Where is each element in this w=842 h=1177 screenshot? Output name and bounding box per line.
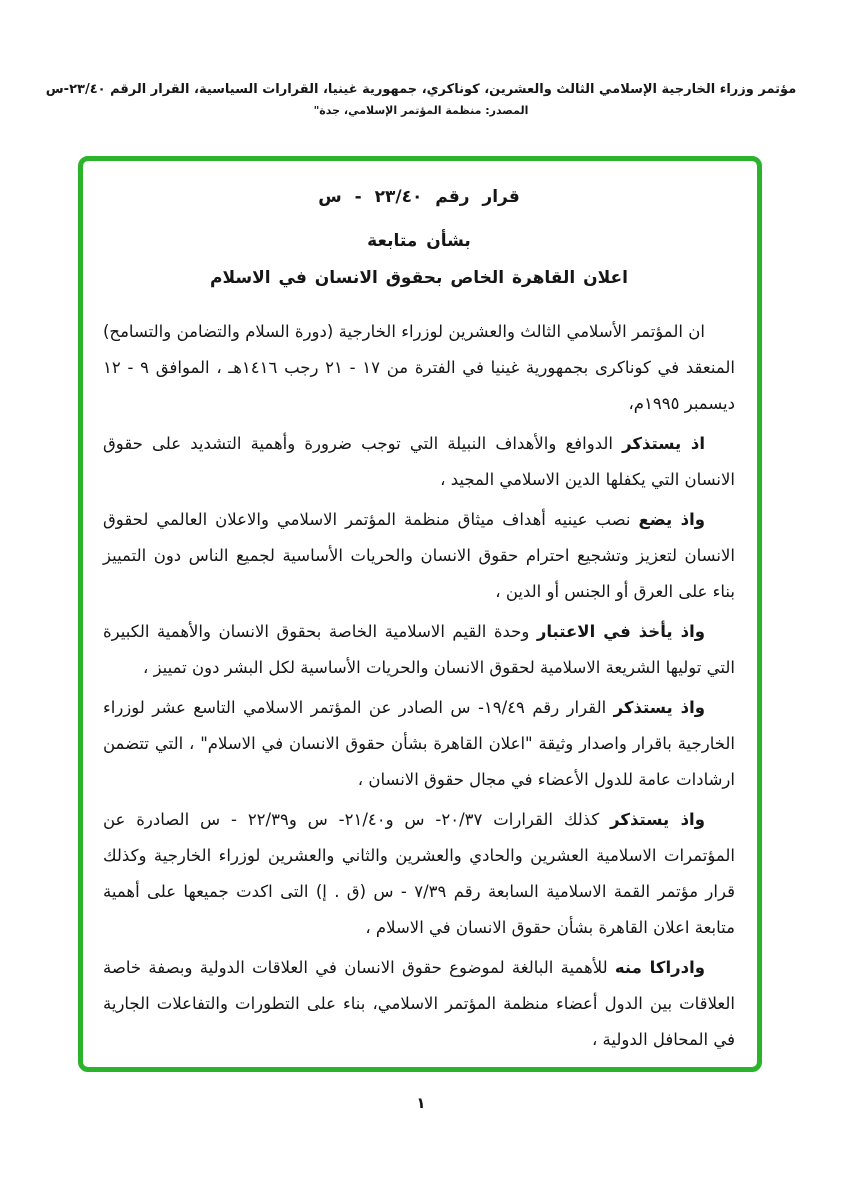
paragraph-bearing-in-mind-charter	[103, 502, 735, 610]
paragraph-lead: وادراكا منه	[614, 958, 706, 977]
paragraph-recalling-resolution-49-19	[103, 690, 735, 798]
paragraph-text: القرار رقم ١٩/٤٩- س الصادر عن المؤتمر الاسلامي التاسع عشر لوزراء الخارجية باقرار واصدار وثيقة "اعلان القاهرة بشأن حقوق الانسان في الاسلام" ، التي تتضمن ارشادات عامة للدول الأعضاء في مجال حقوق الانسان ،	[103, 698, 735, 789]
paragraph-taking-into-account	[103, 614, 735, 686]
paragraph-lead: واذ يستذكر	[610, 810, 705, 829]
header-source-line: مؤتمر وزراء الخارجية الإسلامي الثالث والعشرين، كوناكري، جمهورية غينيا، القرارات السياسية، القرار الرقم ٢٣/٤٠-س	[45, 82, 797, 97]
paragraph-lead: واذ يستذكر	[613, 698, 705, 717]
paragraph-text: نصب عينيه أهداف ميثاق منظمة المؤتمر الاسلامي والاعلان العالمي لحقوق الانسان لتعزيز وتشجيع احترام حقوق الانسان والحريات الأساسية لجميع الناس دون التمييز بناء على العرق أو الجنس أو الدين ،	[103, 510, 735, 601]
paragraph-recalling-other-resolutions	[103, 802, 735, 946]
paragraph-lead: واذ يضع	[638, 510, 705, 529]
highlight-border-box	[78, 156, 762, 1072]
paragraph-text: ان المؤتمر الأسلامي الثالث والعشرين لوزراء الخارجية (دورة السلام والتضامن والتسامح) المنعقد في كوناكرى بجمهورية غينيا في الفترة من ١٧ - ٢١ رجب ١٤١٦هـ ، الموافق ٩ - ١٢ ديسمبر ١٩٩٥م،	[103, 322, 735, 413]
document-header	[0, 82, 842, 117]
paragraph-text: وحدة القيم الاسلامية الخاصة بحقوق الانسان والأهمية الكبيرة التي توليها الشريعة الاسلامية لحقوق الانسان والحريات الأساسية لكل البشر دون تمييز ،	[103, 622, 735, 677]
paragraph-lead: واذ يأخذ في الاعتبار	[536, 622, 705, 641]
subtitle-declaration-name: اعلان القاهرة الخاص بحقوق الانسان في الاسلام	[210, 268, 628, 288]
paragraph-preamble	[103, 314, 735, 422]
paragraph-lead: اذ يستذكر	[622, 434, 705, 453]
paragraph-text: كذلك القرارات ٢٠/٣٧- س و٢١/٤٠- س و٢٢/٣٩ - س الصادرة عن المؤتمرات الاسلامية العشرين والحادي والعشرين والثاني والعشرين لوزراء الخارجية وكذلك قرار مؤتمر القمة الاسلامية السابعة رقم ٧/٣٩ - س (ق . إ) التى اكدت جميعها على أهمية متابعة اعلان القاهرة بشأن حقوق الانسان في الاسلام ،	[103, 810, 735, 937]
page-number: ١	[416, 1094, 426, 1112]
paragraph-aware-of-importance	[103, 950, 735, 1058]
paragraph-recalling-motives	[103, 426, 735, 498]
paragraph-text: الدوافع والأهداف النبيلة التي توجب ضرورة وأهمية التشديد على حقوق الانسان التي يكفلها الدين الاسلامي المجيد ،	[103, 434, 735, 489]
resolution-number-title: قرار رقم ٢٣/٤٠ - س	[318, 187, 520, 207]
subtitle-regarding: بشأن متابعة	[367, 231, 471, 251]
paragraph-text: للأهمية البالغة لموضوع حقوق الانسان في العلاقات الدولية وبصفة خاصة العلاقات بين الدول أعضاء منظمة المؤتمر الاسلامي، بناء على التطورات والتفاعلات الجارية في المحافل الدولية ،	[103, 958, 735, 1049]
header-publisher-line: المصدر: منظمة المؤتمر الإسلامي، جدة"	[313, 104, 529, 117]
